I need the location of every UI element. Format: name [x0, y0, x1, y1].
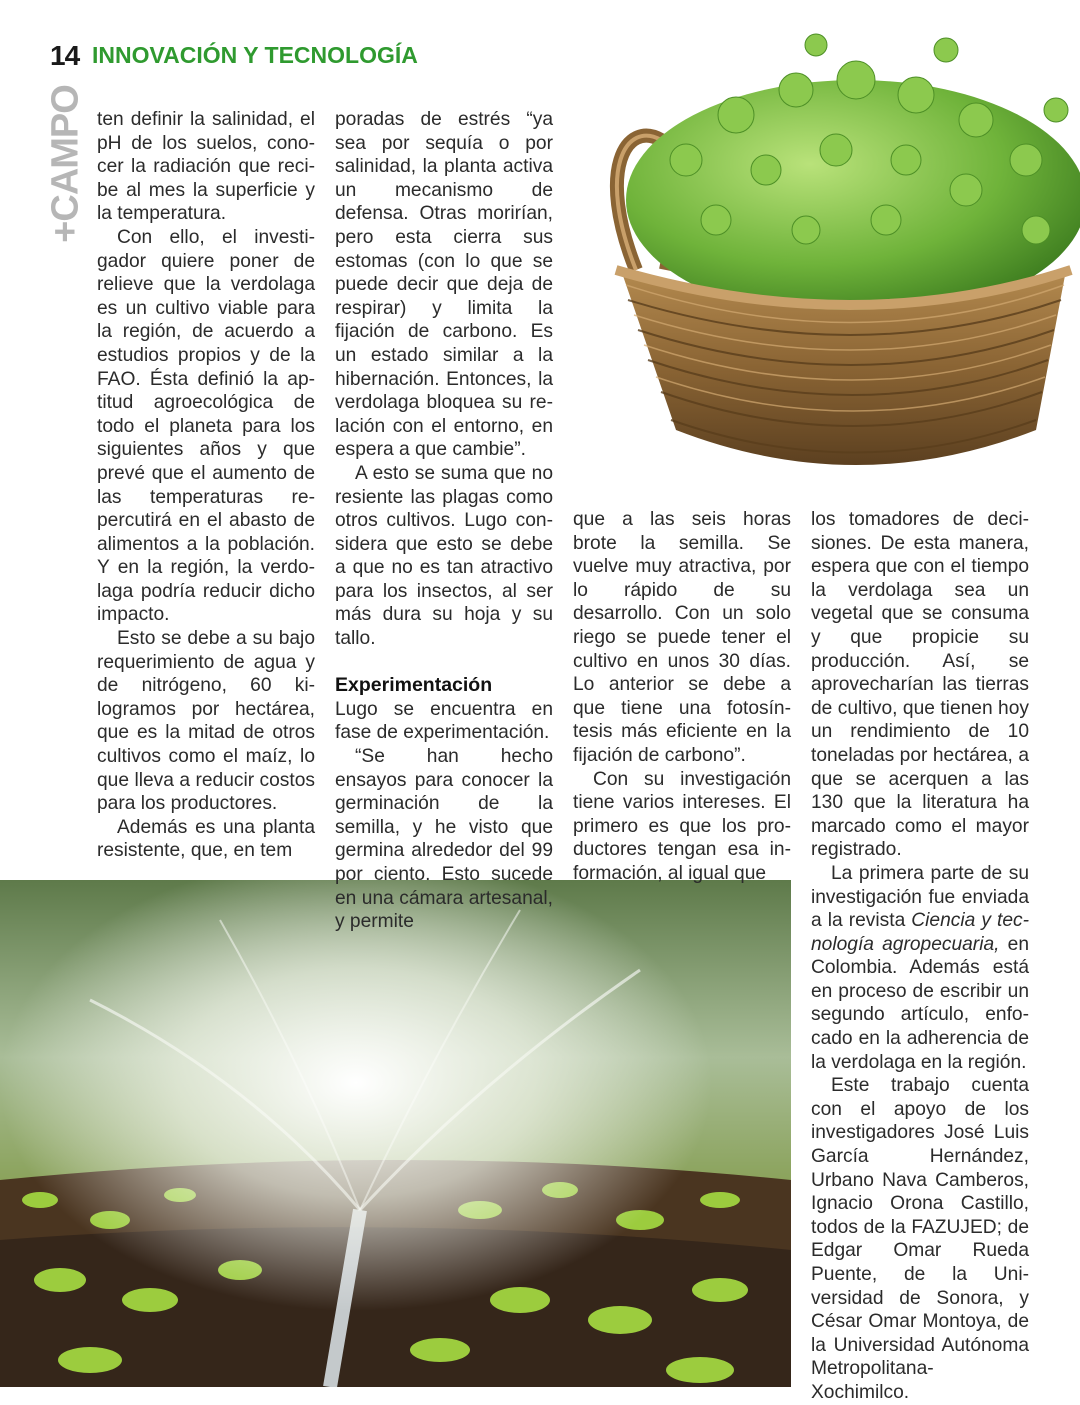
paragraph-text: La primera parte de su investigación fue enviada a la revista	[811, 862, 1029, 932]
text-column-4	[811, 508, 1029, 1405]
section-title: INNOVACIÓN Y TECNOLOGÍA	[92, 42, 418, 68]
paragraph: Además es una planta resistente, que, en tem	[97, 816, 315, 862]
page-number: 14	[50, 40, 80, 71]
text-column-1	[97, 108, 315, 863]
paragraph: Con ello, el investigador quiere poner de relieve que la verdolaga es un cultivo viable para la región, de acuerdo a estudios propios y de la FAO. Ésta definió la aptitud agroecológica de todo el planeta para los siguientes años y que prevé que el aumento de las temperaturas repercutirá en el abasto de alimentos a la población. Y en la región, la verdolaga podría reducir dicho impacto.	[97, 226, 315, 626]
text-column-2	[335, 108, 553, 934]
text-column-3	[573, 508, 791, 886]
subheading-experimentacion: Experimentación	[335, 674, 493, 697]
paragraph: los tomadores de decisiones. De esta manera, espera que con el tiempo la verdolaga sea un vegetal que se consuma y que propicie su producción. Así, se aprovecharían las tierras de cultivo, que tienen hoy un rendimiento de 10 toneladas por hectárea, a que se acerquen a las 130 que la literatura ha marcado como el mayor registrado.	[811, 509, 1029, 861]
paragraph: Este trabajo cuenta con el apoyo de los investigadores José Luis García Hernández, Urbano Nava Camberos, Ignacio Orona Castillo, todos de la FAZUJED; de Edgar Omar Rueda Puente, de la Universidad de Sonora, y César Omar Montoya, de la Universidad Autónoma Metropolitana-Xochimilco.	[811, 1075, 1029, 1403]
journal-title: Ciencia y tecnología agropecuaria,	[811, 910, 1029, 955]
sprinkler-photo	[0, 880, 791, 1387]
basket-photo	[566, 20, 1080, 490]
paragraph: Con su investigación tiene varios intereses. El primero es que los productores tengan esa información, al igual que	[573, 768, 791, 884]
paragraph: que a las seis horas brote la semilla. Se vuelve muy atractiva, por lo rápido de su desarrollo. Con un solo riego se puede tener el cultivo en unos 30 días. Lo anterior se debe a que tiene una fotosíntesis más eficiente en la fijación de carbono”.	[573, 509, 791, 766]
paragraph: “Se han hecho ensayos para conocer la germinación de la semilla, y he visto que germina alrededor del 99 por ciento. Esto sucede en una cámara artesanal, y permite	[335, 746, 553, 933]
paragraph: ten definir la salinidad, el pH de los suelos, conocer la radiación que recibe al mes la superficie y la temperatura.	[97, 109, 315, 225]
paragraph: A esto se suma que no resiente las plagas como otros cultivos. Lugo considera que esto se debe a que no es tan atractivo para los insectos, al ser más dura su hoja y su tallo.	[335, 462, 553, 650]
paragraph: Esto se debe a su bajo requerimiento de agua y de nitrógeno, 60 kilogramos por hectárea, que es la mitad de otros cultivos como el maíz, lo que lleva a reducir costos para los productores.	[97, 628, 315, 815]
side-tag	[46, 84, 86, 244]
paragraph-text: en Colombia. Además está en proceso de escribir un segundo artículo, enfocado en la adherencia de la verdolaga en la región.	[811, 933, 1029, 1073]
paragraph: poradas de estrés “ya sea por sequía o por salinidad, la planta activa un mecanismo de defensa. Otras morirían, pero esta cierra sus estomas (con lo que se puede decir que deja de respirar) y limita la fijación de carbono. Es un estado similar a la hibernación. Entonces, la verdolaga bloquea su relación con el entorno, en espera a que cambie”.	[335, 109, 553, 461]
paragraph: Lugo se encuentra en fase de experimentación.	[335, 698, 553, 744]
side-tag-label: +CAMPO	[44, 85, 87, 243]
paragraph	[811, 862, 1029, 1074]
